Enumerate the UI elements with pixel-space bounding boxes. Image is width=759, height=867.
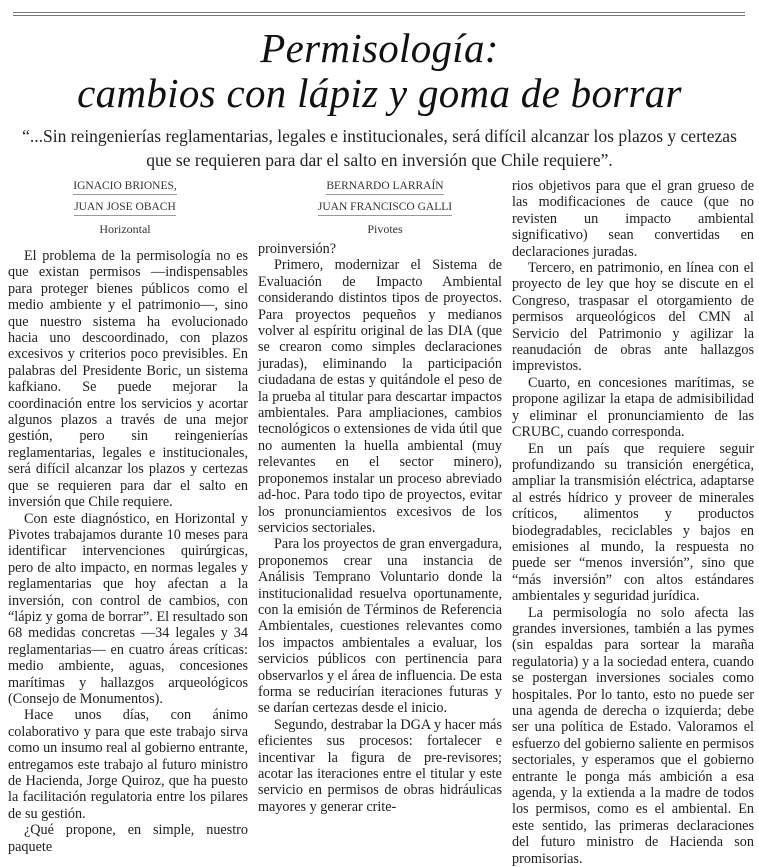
paragraph: Segundo, destrabar la DGA y hacer más eficientes sus procesos: fortalecer e incentivar la figura de pre-revisores; acotar las iteraciones entre el titular y este servicio en permisos de obras hidráulicas mayores y generar crite- [258, 716, 502, 815]
author-block-horizontal [40, 180, 210, 237]
article-column-1 [8, 248, 248, 855]
paragraph: Hace unos días, con ánimo colaborativo y para que este trabajo sirva como un insumo real al gobierno entrante, entregamos este trabajo al futuro ministro de Hacienda, Jorge Quiroz, que ha puesto la facilitación regulatoria entre los pilares de su gestión. [8, 707, 248, 822]
paragraph: El problema de la permisología no es que existan permisos —indispensables para proteger bienes públicos como el medio ambiente y el patrimonio—, sino que nuestro sistema ha evolucionado hacia uno descoordinado, con plazos excesivos y criterios poco previsibles. En palabras del Presidente Boric, un sistema kafkiano. Se puede mejorar la coordinación entre los servicios y acortar algunos plazos a través de una mejor gestión, pero sin reingenierías reglamentarias, legales e institucionales, será difícil alcanzar los plazos y certezas que se requieren para dar el salto en inversión que Chile requiere. [8, 248, 248, 511]
top-rule [13, 15, 745, 16]
author-organization: Horizontal [99, 222, 151, 236]
author-name: BERNARDO LARRAÍN [326, 180, 443, 195]
author-name: IGNACIO BRIONES, [73, 180, 177, 195]
author-organization: Pivotes [367, 222, 403, 236]
pull-quote-line-2: que se requieren para dar el salto en inversión que Chile requiere”. [146, 150, 613, 170]
headline-line-1: Permisología: [260, 25, 499, 71]
paragraph: Primero, modernizar el Sistema de Evaluación de Impacto Ambiental considerando distintos tipos de proyectos. Para proyectos pequeños y medianos volver al espíritu original de las DIA (que se crearon como simples declaraciones juradas), eliminando la participación ciudadana de estas y quitándole el peso de la prueba al titular para descartar impactos ambientales. Para ampliaciones, cambios tecnológicos o extensiones de vida útil que no aumenten la huella ambiental (muy relevantes en el sector minero), proponemos instalar un proceso abreviado ad-hoc. Para todo tipo de proyectos, evitar los pronunciamientos excesivos de los servicios sectoriales. [258, 257, 502, 536]
author-name: JUAN JOSE OBACH [74, 201, 176, 216]
pull-quote-line-1: “...Sin reingenierías reglamentarias, legales e institucionales, será difícil alcanzar los plazos y certezas [22, 126, 737, 146]
author-block-pivotes [295, 180, 475, 237]
article-column-2 [258, 241, 502, 815]
paragraph: ¿Qué propone, en simple, nuestro paquete [8, 822, 248, 855]
paragraph: Para los proyectos de gran envergadura, proponemos crear una instancia de Análisis Temprano Voluntario donde la institucionalidad resuelva oportunamente, con la emisión de Términos de Referencia Ambientales, cuestiones relevantes como los impactos ambientales a evaluar, los servicios públicos con pertinencia para observarlos y el área de influencia. De esta forma se reducirían iteraciones futuras y se darían certezas desde el inicio. [258, 536, 502, 717]
headline-line-2: cambios con lápiz y goma de borrar [77, 70, 682, 116]
paragraph: En un país que requiere seguir profundizando su transición energética, ampliar la transmisión eléctrica, adaptarse al estrés hídrico y proveer de minerales críticos, alimentos y productos biodegradables, reciclables y bajos en emisiones al mundo, la respuesta no puede ser “menos inversión”, sino que “más inversión” con altos estándares ambientales y seguridad jurídica. [512, 440, 754, 605]
top-rule [13, 12, 745, 13]
paragraph: Tercero, en patrimonio, en línea con el proyecto de ley que hoy se discute en el Congreso, traspasar el otorgamiento de permisos arqueológicos del CMN al Servicio del Patrimonio y agilizar la reanudación de obras ante hallazgos imprevistos. [512, 260, 754, 375]
paragraph: Cuarto, en concesiones marítimas, se propone agilizar la etapa de admisibilidad y eliminar el pronunciamiento de las CRUBC, cuando corresponda. [512, 374, 754, 441]
author-name: JUAN FRANCISCO GALLI [318, 201, 452, 216]
paragraph: rios objetivos para que el gran grueso de las modificaciones de cauce (que no revisten un impacto ambiental significativo) sean convertidas en declaraciones juradas. [512, 178, 754, 260]
paragraph: La permisología no solo afecta las grandes inversiones, también a las pymes (sin espaldas para sortear la maraña regulatoria) y a la sociedad entera, cuando se postergan inversiones sociales como hospitales. Por lo tanto, esto no puede ser una agenda de derecha o izquierda; debe ser una política de Estado. Valoramos el esfuerzo del gobierno saliente en permisos sectoriales, y esperamos que el gobierno entrante le ponga más ambición a esa agenda, y la extienda a la madre de todos los permisos, como es el ambiental. En este sentido, las primeras declaraciones del futuro ministro de Hacienda son promisorias. [512, 604, 754, 867]
paragraph: Con este diagnóstico, en Horizontal y Pivotes trabajamos durante 10 meses para identificar intervenciones quirúrgicas, pero de alto impacto, en normas legales y reglamentarias que hoy afectan a la inversión, con control de cambios, con “lápiz y goma de borrar”. El resultado son 68 medidas concretas —34 legales y 34 reglamentarias— en cuatro áreas críticas: medio ambiente, aguas, concesiones marítimas y hallazgos arqueológicos (Consejo de Monumentos). [8, 510, 248, 707]
paragraph: proinversión? [258, 241, 337, 257]
article-column-3 [512, 178, 754, 867]
